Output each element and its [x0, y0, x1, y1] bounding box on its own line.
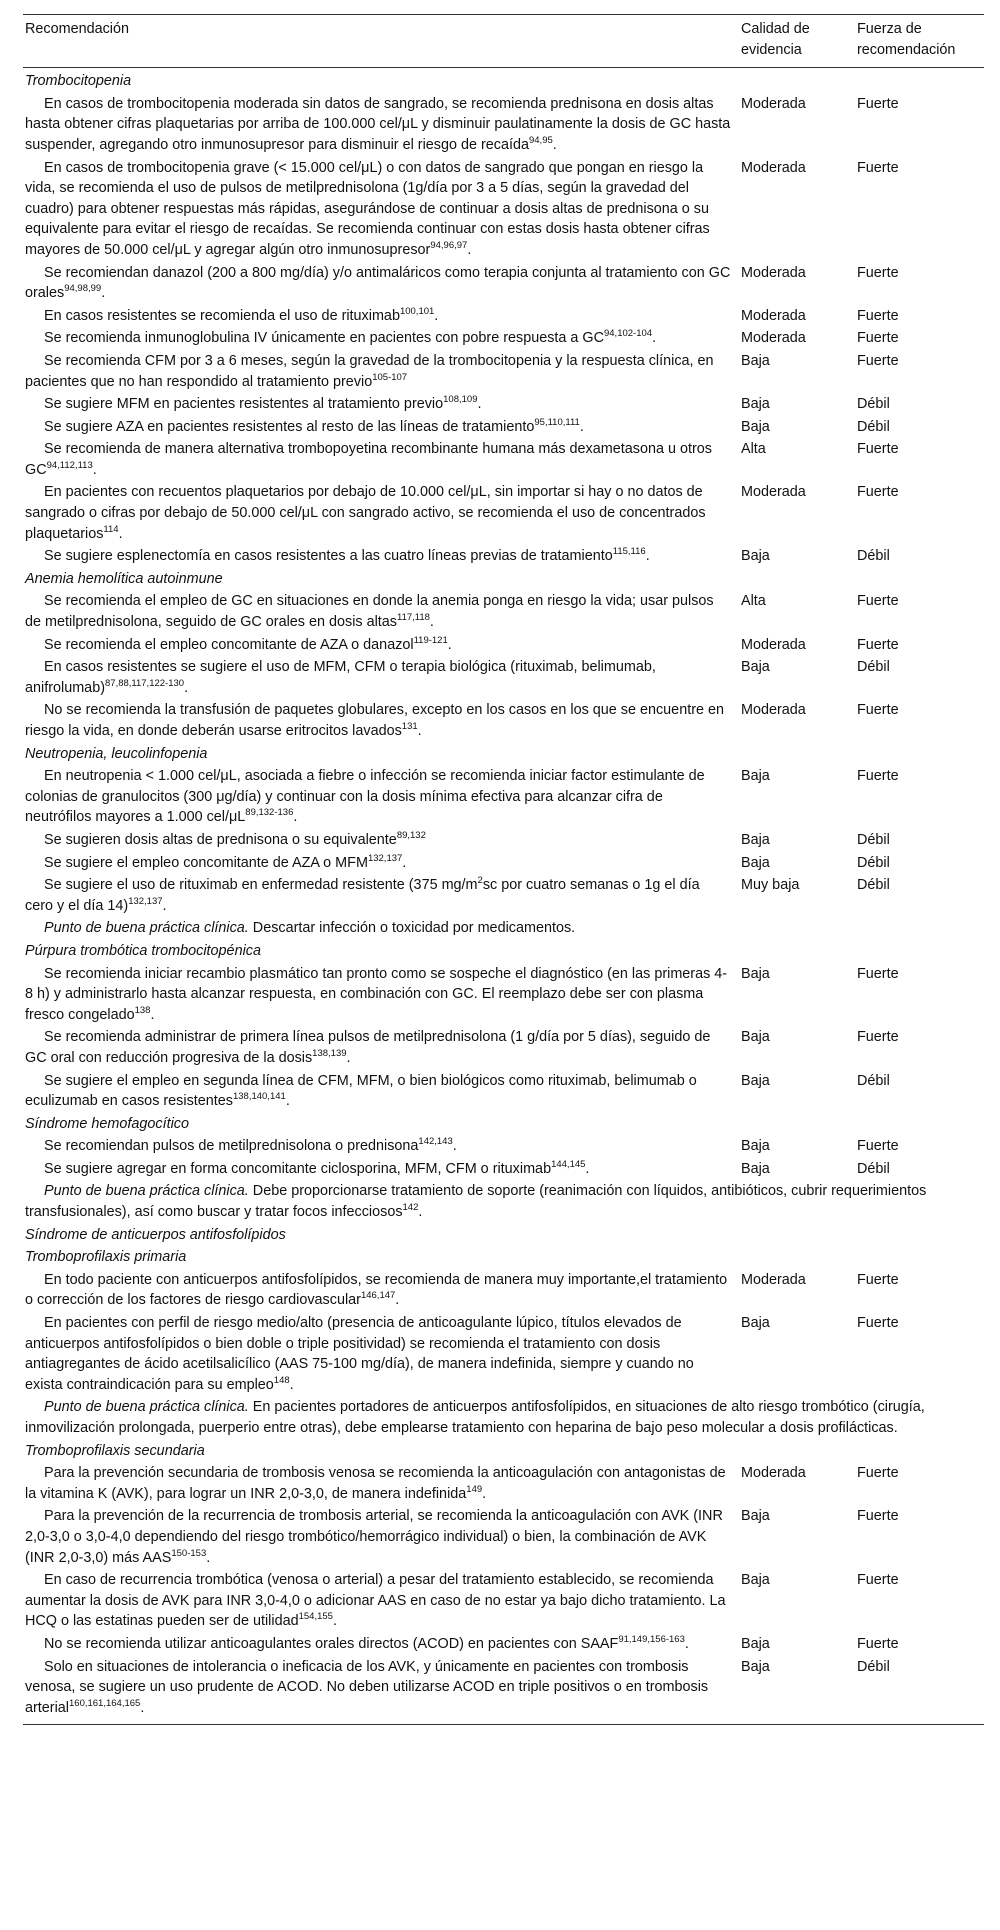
good-practice-text: Debe proporcionarse tratamiento de soporte (reanimación con líquidos, antibióticos, cubrir requerimientos transfusionales), así como buscar y tratar focos infecciosos: [25, 1183, 927, 1221]
punctuation: .: [552, 136, 557, 153]
table-row: [23, 657, 984, 700]
table-row: [23, 700, 984, 743]
recommendation-strength: Fuerte: [857, 264, 899, 281]
table-row: [23, 1181, 984, 1224]
section-title: Trombocitopenia: [25, 73, 132, 90]
recommendation-text: [23, 546, 739, 569]
recommendation-text-part: Se recomienda administrar de primera línea pulsos de metilprednisolona (1 g/día por 5 días), seguido de GC oral con reducción progresiva de la dosis: [25, 1029, 711, 1066]
punctuation: .: [684, 1635, 689, 1652]
recommendation-strength: Fuerte: [857, 1635, 899, 1652]
recommendation-text-part: Se recomienda el empleo de GC en situaciones en donde la anemia ponga en riesgo la vida; usar pulsos de metilprednisolona, seguido de GC orales en dosis altas: [25, 593, 714, 631]
recommendation-strength: Débil: [857, 877, 890, 894]
punctuation: .: [92, 461, 97, 478]
reference-superscript: 94,95: [528, 134, 553, 146]
section-title: Síndrome de anticuerpos antifosfolípidos: [25, 1226, 286, 1243]
reference-superscript: 160,161,164,165: [69, 1697, 141, 1709]
recommendation-text-part: Se recomienda iniciar recambio plasmático tan pronto como se sospeche el diagnóstico (en las primeras 4-8 h) y administrarlo hasta alcanzar respuesta, en combinación con GC. El reemplazo debe ser con plasma fresco congelado: [25, 965, 728, 1023]
reference-superscript: 119-121: [413, 634, 448, 646]
reference-superscript: 94,98,99: [64, 283, 102, 295]
reference-superscript: 94,112,113: [46, 459, 93, 471]
table-body: [23, 68, 984, 1725]
recommendation-text: [23, 158, 739, 263]
evidence-quality: Alta: [741, 593, 766, 610]
reference-superscript: 108,109: [443, 394, 478, 406]
reference-superscript: 148: [273, 1374, 290, 1386]
unit-superscript: 2: [477, 875, 483, 887]
evidence-quality: Baja: [741, 1160, 770, 1177]
recommendation-text-part: Solo en situaciones de intolerancia o ineficacia de los AVK, y únicamente en pacientes con trombosis venosa, se sugiere un uso prudente de ACOD. No deben utilizarse ACOD en triple positivos o en trombosis arterial: [25, 1658, 709, 1716]
punctuation: .: [118, 525, 123, 542]
reference-superscript: 146,147: [360, 1290, 396, 1302]
recommendation-text-part: En casos resistentes se sugiere el uso de MFM, CFM o terapia biológica (rituximab, belimumab, anifrolumab): [25, 659, 656, 696]
evidence-quality: Moderada: [741, 159, 806, 176]
recommendation-strength: Débil: [857, 1072, 890, 1089]
recommendation-strength: Fuerte: [857, 965, 899, 982]
evidence-quality: Baja: [741, 1138, 770, 1155]
reference-superscript: 132,137: [367, 852, 403, 864]
recommendation-strength: Fuerte: [857, 307, 899, 324]
evidence-quality: Alta: [741, 441, 766, 458]
punctuation: .: [289, 1376, 294, 1393]
punctuation: .: [346, 1049, 351, 1066]
table-header: [23, 15, 984, 68]
punctuation: .: [285, 1093, 290, 1110]
recommendation-strength: Débil: [857, 396, 890, 413]
recommendation-strength: Fuerte: [857, 1508, 899, 1525]
recommendation-strength: Fuerte: [857, 159, 899, 176]
recommendation-text: [23, 482, 739, 546]
reference-superscript: 87,88,117,122-130: [105, 677, 185, 689]
reference-superscript: 89,132: [396, 829, 426, 841]
punctuation: .: [417, 723, 422, 739]
recommendations-table: [23, 14, 984, 1725]
recommendation-text-part: No se recomienda la transfusión de paquetes globulares, excepto en los casos en los que se encuentre en riesgo la vida, en donde deberán usarse eritrocitos lavados: [25, 702, 724, 739]
evidence-quality: Moderada: [741, 1271, 806, 1288]
reference-superscript: 138: [134, 1004, 151, 1016]
recommendation-strength: Fuerte: [857, 1572, 899, 1589]
recommendation-text-part: sc por cuatro semanas o 1g el día cero y el día 14): [25, 877, 700, 914]
reference-superscript: 94,96,97: [430, 239, 468, 251]
recommendation-text-part: Se sugiere agregar en forma concomitante ciclosporina, MFM, CFM o rituximab: [44, 1160, 552, 1177]
recommendation-text-part: Se sugiere el empleo en segunda línea de CFM, MFM, o bien biológicos como rituximab, belimumab o eculizumab en casos resistentes: [25, 1072, 697, 1110]
punctuation: .: [452, 1138, 457, 1155]
section-title: Tromboprofilaxis secundaria: [25, 1442, 205, 1459]
reference-superscript: 115,116: [612, 546, 646, 558]
recommendation-text-part: Se sugiere el empleo concomitante de AZA o MFM: [44, 854, 368, 871]
recommendation-text-part: Se recomiendan pulsos de metilprednisolona o prednisona: [44, 1138, 419, 1155]
recommendation-text-part: Se sugiere MFM en pacientes resistentes al tratamiento previo: [44, 396, 444, 413]
recommendation-text: [23, 1027, 739, 1070]
recommendation-text: [23, 1159, 739, 1182]
recommendation-strength: Débil: [857, 659, 890, 676]
recommendation-strength: Fuerte: [857, 1465, 899, 1482]
table-row: [23, 1634, 984, 1657]
evidence-quality: Baja: [741, 768, 770, 785]
evidence-quality: Baja: [741, 396, 770, 413]
table-row: [23, 875, 984, 918]
recommendation-text-part: Se recomienda de manera alternativa trombopoyetina recombinante humana más dexametasona u otros GC: [25, 441, 712, 478]
recommendation-text-part: Para la prevención secundaria de trombosis venosa se recomienda la anticoagulación con antagonistas de la vitamina K (AVK), para lograr un INR 2,0-3,0, de manera indefinida: [25, 1465, 726, 1502]
evidence-quality: Baja: [741, 548, 770, 565]
good-practice-text: En pacientes portadores de anticuerpos antifosfolípidos, en situaciones de alto riesgo trombótico (cirugía, inmovilización prolongada, puerperio entre otras), debe emplearse tratamiento con heparina de bajo peso molecular a dosis profilácticas.: [25, 1399, 925, 1436]
evidence-quality: Baja: [741, 1072, 770, 1089]
evidence-quality: Baja: [741, 659, 770, 676]
header-evidence: Calidad de evidencia: [741, 21, 810, 58]
evidence-quality: Moderada: [741, 330, 806, 347]
recommendation-strength: Fuerte: [857, 330, 899, 347]
recommendation-text: [23, 635, 739, 658]
reference-superscript: 117,118: [396, 612, 430, 624]
good-practice-label: Punto de buena práctica clínica.: [44, 1399, 249, 1416]
recommendation-text-part: Se sugiere AZA en pacientes resistentes al resto de las líneas de tratamiento: [44, 418, 535, 435]
recommendation-text-part: En todo paciente con anticuerpos antifosfolípidos, se recomienda de manera muy importante,el tratamiento o corrección de los factores de riesgo cardiovascular: [25, 1271, 728, 1309]
table-row: [23, 964, 984, 1028]
recommendation-text-part: En pacientes con recuentos plaquetarios por debajo de 10.000 cel/μL, sin importar si hay o no datos de sangrado o cifras por debajo de 50.000 cel/μL con sangrado activo, se recomienda el uso de concentrados plaquetarios: [25, 484, 706, 542]
recommendation-strength: Fuerte: [857, 1138, 899, 1155]
recommendation-strength: Débil: [857, 854, 890, 871]
punctuation: .: [402, 854, 407, 871]
recommendation-strength: Débil: [857, 1658, 890, 1675]
good-practice-point: [23, 1397, 984, 1440]
table-row: [23, 918, 984, 941]
header-strength: Fuerza de recomendación: [857, 21, 956, 58]
recommendation-text-part: En casos de trombocitopenia moderada sin datos de sangrado, se recomienda prednisona en dosis altas hasta obtener cifras plaquetarias por arriba de 100.000 cel/μL y disminuir paulatinamente la dosis de GC hasta suspender, agregando otro inmunosupresor para disminuir el riesgo de recaída: [25, 95, 731, 153]
recommendation-text: [23, 853, 739, 876]
punctuation: .: [585, 1160, 590, 1177]
recommendation-text-part: Se recomiendan danazol (200 a 800 mg/día) y/o antimaláricos como terapia conjunta al tratamiento con GC orales: [25, 264, 731, 302]
table-row: [23, 263, 984, 306]
table-row: [23, 1313, 984, 1397]
recommendation-text: [23, 1313, 739, 1397]
reference-superscript: 132,137: [128, 895, 163, 907]
punctuation: .: [184, 679, 189, 696]
evidence-quality: Moderada: [741, 702, 806, 719]
table-row: [23, 1506, 984, 1570]
section-row: [23, 1225, 984, 1248]
recommendation-text: [23, 439, 739, 482]
recommendation-text: [23, 1136, 739, 1159]
recommendation-text: [23, 830, 739, 853]
header-recommendation: Recomendación: [25, 21, 129, 37]
recommendation-text: [23, 657, 739, 700]
recommendation-text: [23, 766, 739, 830]
evidence-quality: Baja: [741, 1508, 770, 1525]
table-row: [23, 328, 984, 351]
table-row: [23, 1071, 984, 1114]
good-practice-point: [23, 1181, 984, 1224]
punctuation: .: [467, 241, 472, 258]
punctuation: .: [429, 614, 434, 631]
evidence-quality: Baja: [741, 831, 770, 848]
reference-superscript: 138,139: [312, 1047, 347, 1059]
punctuation: .: [140, 1699, 145, 1716]
recommendation-text: [23, 1634, 739, 1657]
punctuation: .: [395, 1292, 400, 1309]
table-row: [23, 482, 984, 546]
good-practice-point: [23, 918, 984, 941]
recommendation-strength: Débil: [857, 1160, 890, 1177]
recommendation-text: [23, 1570, 739, 1634]
section-row: [23, 68, 984, 94]
recommendation-strength: Fuerte: [857, 484, 899, 501]
section-row: [23, 1441, 984, 1464]
punctuation: .: [579, 418, 584, 435]
table-row: [23, 1397, 984, 1440]
section-title: Neutropenia, leucolinfopenia: [25, 745, 208, 762]
table-row: [23, 546, 984, 569]
recommendation-strength: Débil: [857, 418, 890, 435]
recommendation-strength: Fuerte: [857, 441, 899, 458]
punctuation: .: [293, 809, 298, 826]
punctuation: .: [332, 1613, 337, 1630]
recommendation-text: [23, 591, 739, 634]
recommendation-text: [23, 1270, 739, 1313]
recommendation-text-part: En neutropenia < 1.000 cel/μL, asociada a fiebre o infección se recomienda iniciar factor estimulante de colonias de granulocitos (300 μg/día) y continuar con la dosis mínima efectiva para alcanzar cifra de neutrófilos mayores a 1.000 cel/μL: [25, 768, 705, 826]
recommendation-strength: Fuerte: [857, 1271, 899, 1288]
section-title: Síndrome hemofagocítico: [25, 1115, 189, 1132]
recommendation-text: [23, 306, 739, 329]
table-row: [23, 417, 984, 440]
recommendation-text-part: Se sugieren dosis altas de prednisona o su equivalente: [44, 831, 397, 848]
evidence-quality: Moderada: [741, 307, 806, 324]
punctuation: .: [434, 307, 439, 324]
recommendation-text-part: En caso de recurrencia trombótica (venosa o arterial) a pesar del tratamiento establecido, se recomienda aumentar la dosis de AVK para INR 3,0-4,0 o adicionar AAS en caso de no estar ya bajo dicho tratamiento. La HCQ o las estatinas pueden ser de utilidad: [25, 1572, 726, 1630]
recommendations-table-container: [23, 14, 984, 1725]
recommendation-text: [23, 394, 739, 417]
punctuation: .: [206, 1549, 211, 1566]
reference-superscript: 144,145: [551, 1158, 586, 1170]
recommendation-text: [23, 964, 739, 1028]
table-row: [23, 766, 984, 830]
table-row: [23, 1136, 984, 1159]
recommendation-text: [23, 1071, 739, 1114]
recommendation-strength: Débil: [857, 831, 890, 848]
recommendation-text: [23, 417, 739, 440]
section-row: [23, 941, 984, 964]
section-title: Anemia hemolítica autoinmune: [25, 570, 223, 587]
reference-superscript: 91,149,156-163: [618, 1633, 685, 1645]
table-row: [23, 635, 984, 658]
punctuation: .: [645, 548, 650, 565]
evidence-quality: Baja: [741, 1029, 770, 1046]
punctuation: .: [418, 1204, 423, 1221]
header-row: [23, 15, 984, 68]
punctuation: .: [477, 396, 482, 413]
recommendation-text-part: En pacientes con perfil de riesgo medio/alto (presencia de anticoagulante lúpico, títulos elevados de anticuerpos antifosfolípidos o bien doble o triple positividad) se recomienda el tratamiento con dosis antiagregantes de ácido acetilsalicílico (AAS 75-100 mg/día), de manera indefinida, siempre y cuando no exista contraindicación para su empleo: [25, 1315, 694, 1393]
recommendation-strength: Fuerte: [857, 95, 899, 112]
reference-superscript: 114: [103, 523, 119, 535]
recommendation-text: [23, 1506, 739, 1570]
table-row: [23, 158, 984, 263]
recommendation-text-part: Para la prevención de la recurrencia de trombosis arterial, se recomienda la anticoagulación con AVK (INR 2,0-3,0 o 3,0-4,0 dependiendo del riesgo trombótico/hemorrágico individual) o bien, la combinación de AVK (INR 2,0-3,0) más AAS: [25, 1508, 723, 1566]
good-practice-label: Punto de buena práctica clínica.: [44, 1183, 249, 1200]
reference-superscript: 149: [466, 1483, 483, 1495]
reference-superscript: 154,155: [298, 1611, 333, 1623]
table-row: [23, 853, 984, 876]
recommendation-text-part: No se recomienda utilizar anticoagulantes orales directos (ACOD) en pacientes con SAAF: [44, 1635, 619, 1652]
evidence-quality: Baja: [741, 352, 770, 369]
recommendation-strength: Fuerte: [857, 636, 899, 653]
recommendation-text: [23, 875, 739, 918]
recommendation-text-part: Se recomienda inmunoglobulina IV únicamente en pacientes con pobre respuesta a GC: [44, 330, 604, 347]
reference-superscript: 100,101: [399, 305, 435, 317]
recommendation-strength: Fuerte: [857, 768, 899, 785]
recommendation-text: [23, 94, 739, 158]
reference-superscript: 94,102-104: [603, 328, 653, 340]
evidence-quality: Baja: [741, 1658, 770, 1675]
evidence-quality: Moderada: [741, 95, 806, 112]
table-row: [23, 351, 984, 394]
recommendation-text-part: Se recomienda CFM por 3 a 6 meses, según la gravedad de la trombocitopenia y la respuesta clínica, en pacientes que no han respondido al tratamiento previo: [25, 352, 714, 390]
reference-superscript: 150-153: [171, 1547, 207, 1559]
table-row: [23, 394, 984, 417]
reference-superscript: 142: [402, 1202, 419, 1214]
reference-superscript: 142,143: [418, 1136, 453, 1148]
section-row: [23, 744, 984, 767]
recommendation-strength: Fuerte: [857, 593, 899, 610]
table-row: [23, 439, 984, 482]
reference-superscript: 105-107: [372, 371, 408, 383]
section-row: [23, 1247, 984, 1270]
table-row: [23, 306, 984, 329]
punctuation: .: [162, 897, 167, 914]
section-title: Púrpura trombótica trombocitopénica: [25, 942, 261, 959]
table-row: [23, 591, 984, 634]
evidence-quality: Baja: [741, 1635, 770, 1652]
recommendation-text: [23, 1463, 739, 1506]
table-row: [23, 1270, 984, 1313]
good-practice-text: Descartar infección o toxicidad por medicamentos.: [248, 920, 576, 937]
evidence-quality: Moderada: [741, 1465, 806, 1482]
section-row: [23, 569, 984, 592]
section-title: Tromboprofilaxis primaria: [25, 1249, 187, 1266]
evidence-quality: Moderada: [741, 484, 806, 501]
table-row: [23, 1159, 984, 1182]
recommendation-text: [23, 1657, 739, 1725]
reference-superscript: 131: [401, 721, 418, 732]
evidence-quality: Muy baja: [741, 877, 800, 894]
recommendation-strength: Fuerte: [857, 702, 899, 719]
recommendation-text: [23, 351, 739, 394]
punctuation: .: [447, 636, 452, 653]
recommendation-strength: Fuerte: [857, 1029, 899, 1046]
recommendation-text: [23, 328, 739, 351]
evidence-quality: Baja: [741, 418, 770, 435]
reference-superscript: 138,140,141: [232, 1091, 286, 1103]
recommendation-text-part: Se sugiere esplenectomía en casos resistentes a las cuatro líneas previas de tratamiento: [44, 548, 613, 565]
table-row: [23, 830, 984, 853]
table-row: [23, 1570, 984, 1634]
table-row: [23, 1027, 984, 1070]
evidence-quality: Baja: [741, 854, 770, 871]
recommendation-strength: Fuerte: [857, 1315, 899, 1332]
table-row: [23, 94, 984, 158]
reference-superscript: 89,132-136: [245, 807, 294, 819]
reference-superscript: 95,110,111: [534, 416, 580, 428]
recommendation-text-part: En casos de trombocitopenia grave (< 15.000 cel/μL) o con datos de sangrado que pongan en riesgo la vida, se recomienda el uso de pulsos de metilprednisolona (1g/día por 3 a 5 días, según la gravedad del cuadro) para obtener respuestas más rápidas, asegurándose de continuar a dosis altas de prednisona o su equivalente para evitar el riesgo de recaídas. Se recomienda continuar con estas dosis hasta obtener cifras mayores de 50.000 cel/μL y agregar algún otro inmunosupresor: [25, 159, 710, 258]
recommendation-strength: Fuerte: [857, 352, 899, 369]
punctuation: .: [101, 285, 106, 302]
table-row: [23, 1657, 984, 1725]
recommendation-text-part: Se recomienda el empleo concomitante de AZA o danazol: [44, 636, 414, 653]
recommendation-text-part: Se sugiere el uso de rituximab en enfermedad resistente (375 mg/m: [44, 877, 478, 894]
section-row: [23, 1114, 984, 1137]
evidence-quality: Moderada: [741, 636, 806, 653]
evidence-quality: Baja: [741, 965, 770, 982]
recommendation-text: [23, 700, 739, 743]
recommendation-strength: Débil: [857, 548, 890, 565]
evidence-quality: Baja: [741, 1315, 770, 1332]
punctuation: .: [482, 1485, 487, 1502]
evidence-quality: Moderada: [741, 264, 806, 281]
table-row: [23, 1463, 984, 1506]
recommendation-text: [23, 263, 739, 306]
evidence-quality: Baja: [741, 1572, 770, 1589]
punctuation: .: [150, 1006, 155, 1023]
recommendation-text-part: En casos resistentes se recomienda el uso de rituximab: [44, 307, 400, 324]
punctuation: .: [652, 330, 657, 347]
good-practice-label: Punto de buena práctica clínica.: [44, 920, 249, 937]
